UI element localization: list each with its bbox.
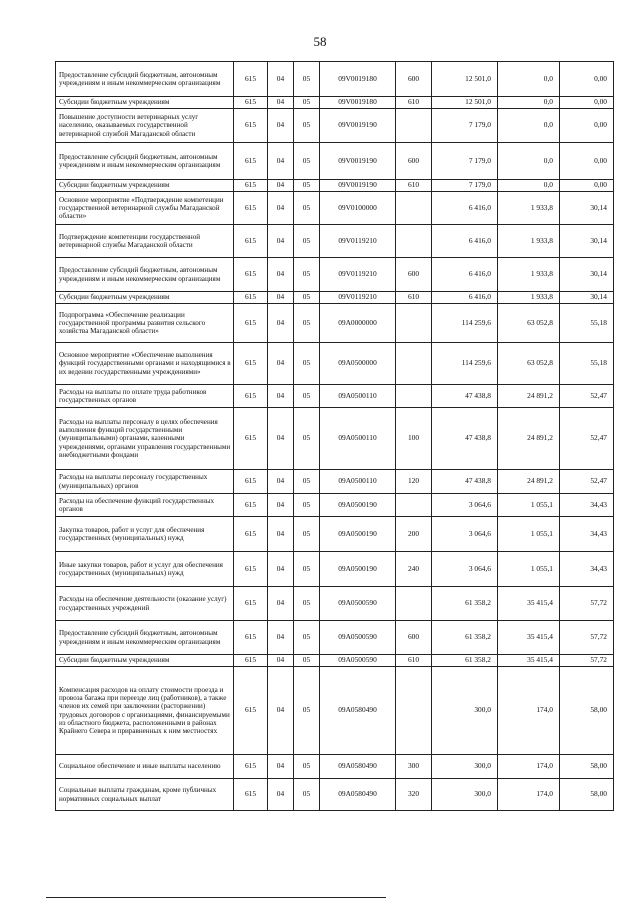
cell-section: 04 [268,97,294,109]
cell-executed: 24 891,2 [498,385,560,408]
cell-ved: 615 [234,109,268,143]
cell-expense-type: 610 [396,180,432,192]
cell-ved: 615 [234,343,268,385]
row-name: Основное мероприятие «Подтверждение компетенции государственной ветеринарной службы Магаданской области» [56,192,234,225]
cell-target-article: 09V0019180 [320,62,396,97]
cell-expense-type: 240 [396,552,432,587]
row-name: Закупка товаров, работ и услуг для обеспечения государственных (муниципальных) нужд [56,517,234,552]
cell-subsection: 05 [294,494,320,517]
cell-subsection: 05 [294,97,320,109]
cell-target-article: 09A0500110 [320,470,396,494]
cell-planned: 6 416,0 [432,192,498,225]
cell-ved: 615 [234,292,268,304]
page-bottom-rule [46,897,386,898]
row-name: Расходы на обеспечение функций государственных органов [56,494,234,517]
cell-planned: 6 416,0 [432,292,498,304]
cell-planned: 47 438,8 [432,408,498,470]
cell-target-article: 09A0580490 [320,667,396,755]
table-row [56,552,614,587]
cell-subsection: 05 [294,621,320,655]
cell-subsection: 05 [294,292,320,304]
cell-subsection: 05 [294,258,320,292]
row-name: Расходы на обеспечение деятельности (оказание услуг) государственных учреждений [56,587,234,621]
cell-planned: 300,0 [432,755,498,779]
row-name: Субсидии бюджетным учреждениям [56,97,234,109]
cell-executed: 1 055,1 [498,517,560,552]
cell-percent: 58,00 [560,667,614,755]
cell-percent: 52,47 [560,385,614,408]
cell-percent: 30,14 [560,225,614,258]
cell-planned: 47 438,8 [432,470,498,494]
cell-percent: 52,47 [560,470,614,494]
cell-ved: 615 [234,470,268,494]
cell-planned: 6 416,0 [432,225,498,258]
cell-percent: 0,00 [560,62,614,97]
cell-planned: 61 358,2 [432,655,498,667]
cell-planned: 7 179,0 [432,143,498,180]
cell-executed: 0,0 [498,180,560,192]
cell-planned: 300,0 [432,779,498,811]
table-row [56,517,614,552]
cell-ved: 615 [234,225,268,258]
cell-planned: 3 064,6 [432,517,498,552]
cell-subsection: 05 [294,343,320,385]
cell-executed: 1 933,8 [498,258,560,292]
row-name: Предоставление субсидий бюджетным, автономным учреждениям и иным некоммерческим организациям [56,621,234,655]
cell-subsection: 05 [294,552,320,587]
table-row [56,292,614,304]
cell-expense-type: 120 [396,470,432,494]
cell-target-article: 09V0019190 [320,143,396,180]
cell-percent: 34,43 [560,552,614,587]
cell-planned: 7 179,0 [432,109,498,143]
cell-percent: 55,18 [560,304,614,343]
cell-target-article: 09A0500590 [320,655,396,667]
table-row [56,62,614,97]
cell-target-article: 09A0500190 [320,552,396,587]
cell-percent: 57,72 [560,587,614,621]
cell-executed: 35 415,4 [498,587,560,621]
cell-executed: 0,0 [498,143,560,180]
table-row [56,192,614,225]
cell-section: 04 [268,292,294,304]
cell-ved: 615 [234,143,268,180]
cell-section: 04 [268,192,294,225]
table-row [56,470,614,494]
cell-ved: 615 [234,755,268,779]
table-row [56,408,614,470]
cell-planned: 61 358,2 [432,587,498,621]
cell-ved: 615 [234,304,268,343]
cell-executed: 0,0 [498,97,560,109]
cell-target-article: 09V0119210 [320,225,396,258]
row-name: Предоставление субсидий бюджетным, автономным учреждениям и иным некоммерческим организациям [56,258,234,292]
cell-target-article: 09A0500190 [320,517,396,552]
table-row [56,109,614,143]
table-row [56,587,614,621]
row-name: Основное мероприятие «Обеспечение выполнения функций государственными органами и находящимися в их ведении государственными учреждениями» [56,343,234,385]
cell-section: 04 [268,755,294,779]
cell-subsection: 05 [294,62,320,97]
cell-executed: 63 052,8 [498,343,560,385]
cell-target-article: 09A0500590 [320,621,396,655]
cell-subsection: 05 [294,225,320,258]
table-row [56,779,614,811]
cell-subsection: 05 [294,655,320,667]
cell-percent: 55,18 [560,343,614,385]
table-row [56,97,614,109]
table-row [56,667,614,755]
cell-expense-type: 610 [396,292,432,304]
cell-target-article: 09V0019190 [320,109,396,143]
cell-target-article: 09A0500110 [320,408,396,470]
cell-ved: 615 [234,192,268,225]
cell-target-article: 09A0580490 [320,755,396,779]
cell-planned: 6 416,0 [432,258,498,292]
row-name: Предоставление субсидий бюджетным, автономным учреждениям и иным некоммерческим организациям [56,143,234,180]
cell-executed: 174,0 [498,779,560,811]
cell-executed: 1 933,8 [498,192,560,225]
cell-percent: 57,72 [560,621,614,655]
cell-target-article: 09A0500110 [320,385,396,408]
cell-expense-type: 200 [396,517,432,552]
cell-subsection: 05 [294,109,320,143]
row-name: Повышение доступности ветеринарных услуг населению, оказываемых государственной ветеринарной службой Магаданской области [56,109,234,143]
cell-ved: 615 [234,667,268,755]
cell-executed: 35 415,4 [498,621,560,655]
cell-executed: 1 933,8 [498,225,560,258]
cell-executed: 1 055,1 [498,494,560,517]
cell-planned: 3 064,6 [432,494,498,517]
cell-percent: 57,72 [560,655,614,667]
cell-planned: 47 438,8 [432,385,498,408]
cell-subsection: 05 [294,755,320,779]
cell-target-article: 09V0119210 [320,258,396,292]
row-name: Подпрограмма «Обеспечение реализации государственной программы развития сельского хозяйства Магаданской области» [56,304,234,343]
cell-subsection: 05 [294,470,320,494]
cell-expense-type: 300 [396,755,432,779]
row-name: Иные закупки товаров, работ и услуг для обеспечения государственных (муниципальных) нужд [56,552,234,587]
cell-section: 04 [268,343,294,385]
cell-section: 04 [268,143,294,180]
cell-percent: 30,14 [560,192,614,225]
budget-table-body [56,62,614,811]
cell-executed: 0,0 [498,62,560,97]
cell-ved: 615 [234,621,268,655]
row-name: Субсидии бюджетным учреждениям [56,180,234,192]
cell-ved: 615 [234,385,268,408]
cell-percent: 52,47 [560,408,614,470]
cell-expense-type: 600 [396,62,432,97]
cell-subsection: 05 [294,180,320,192]
cell-expense-type [396,667,432,755]
page-number: 58 [313,34,327,49]
cell-planned: 12 501,0 [432,62,498,97]
cell-percent: 0,00 [560,143,614,180]
cell-ved: 615 [234,258,268,292]
cell-expense-type [396,225,432,258]
cell-subsection: 05 [294,587,320,621]
row-name: Подтверждение компетенции государственной ветеринарной службы Магаданской области [56,225,234,258]
cell-ved: 615 [234,408,268,470]
cell-section: 04 [268,517,294,552]
cell-expense-type: 610 [396,97,432,109]
cell-subsection: 05 [294,304,320,343]
cell-expense-type [396,109,432,143]
table-row [56,258,614,292]
cell-executed: 174,0 [498,755,560,779]
cell-percent: 0,00 [560,109,614,143]
cell-section: 04 [268,62,294,97]
table-row [56,343,614,385]
cell-subsection: 05 [294,385,320,408]
row-name: Предоставление субсидий бюджетным, автономным учреждениям и иным некоммерческим организациям [56,62,234,97]
table-row [56,385,614,408]
cell-ved: 615 [234,779,268,811]
row-name: Расходы на выплаты персоналу государственных (муниципальных) органов [56,470,234,494]
table-row [56,494,614,517]
cell-executed: 35 415,4 [498,655,560,667]
cell-expense-type [396,587,432,621]
row-name: Социальные выплаты гражданам, кроме публичных нормативных социальных выплат [56,779,234,811]
cell-percent: 30,14 [560,292,614,304]
cell-section: 04 [268,667,294,755]
cell-expense-type [396,494,432,517]
cell-target-article: 09A0580490 [320,779,396,811]
cell-executed: 24 891,2 [498,408,560,470]
cell-expense-type: 100 [396,408,432,470]
row-name: Расходы на выплаты персоналу в целях обеспечения выполнения функций государственными (муниципальными) органами, казенными учреждениями, органами управления государственными внебюджетными фондами [56,408,234,470]
cell-subsection: 05 [294,408,320,470]
cell-ved: 615 [234,552,268,587]
cell-percent: 0,00 [560,180,614,192]
cell-planned: 3 064,6 [432,552,498,587]
cell-ved: 615 [234,494,268,517]
row-name: Субсидии бюджетным учреждениям [56,292,234,304]
cell-ved: 615 [234,587,268,621]
cell-percent: 58,00 [560,779,614,811]
cell-expense-type: 600 [396,143,432,180]
cell-executed: 1 933,8 [498,292,560,304]
cell-subsection: 05 [294,517,320,552]
cell-executed: 1 055,1 [498,552,560,587]
cell-expense-type [396,192,432,225]
cell-percent: 34,43 [560,517,614,552]
cell-expense-type [396,385,432,408]
cell-planned: 7 179,0 [432,180,498,192]
cell-section: 04 [268,494,294,517]
cell-target-article: 09A0000000 [320,304,396,343]
cell-section: 04 [268,470,294,494]
table-row [56,655,614,667]
cell-target-article: 09V0019180 [320,97,396,109]
cell-section: 04 [268,779,294,811]
cell-ved: 615 [234,180,268,192]
cell-expense-type: 610 [396,655,432,667]
cell-executed: 0,0 [498,109,560,143]
cell-ved: 615 [234,62,268,97]
cell-section: 04 [268,408,294,470]
cell-ved: 615 [234,655,268,667]
cell-planned: 12 501,0 [432,97,498,109]
cell-target-article: 09A0500190 [320,494,396,517]
table-row [56,304,614,343]
cell-section: 04 [268,385,294,408]
table-row [56,225,614,258]
cell-target-article: 09A0500000 [320,343,396,385]
cell-subsection: 05 [294,667,320,755]
cell-expense-type: 600 [396,258,432,292]
cell-section: 04 [268,621,294,655]
cell-executed: 63 052,8 [498,304,560,343]
cell-target-article: 09V0100000 [320,192,396,225]
cell-target-article: 09V0019190 [320,180,396,192]
cell-percent: 58,00 [560,755,614,779]
cell-section: 04 [268,552,294,587]
cell-ved: 615 [234,97,268,109]
cell-section: 04 [268,304,294,343]
cell-expense-type [396,343,432,385]
table-row [56,621,614,655]
row-name: Социальное обеспечение и иные выплаты населению [56,755,234,779]
table-row [56,143,614,180]
cell-section: 04 [268,180,294,192]
cell-section: 04 [268,109,294,143]
cell-executed: 24 891,2 [498,470,560,494]
cell-subsection: 05 [294,779,320,811]
cell-ved: 615 [234,517,268,552]
cell-subsection: 05 [294,192,320,225]
cell-planned: 300,0 [432,667,498,755]
cell-section: 04 [268,258,294,292]
budget-table [55,61,614,811]
cell-section: 04 [268,587,294,621]
row-name: Субсидии бюджетным учреждениям [56,655,234,667]
cell-section: 04 [268,225,294,258]
cell-percent: 34,43 [560,494,614,517]
cell-expense-type: 320 [396,779,432,811]
cell-target-article: 09V0119210 [320,292,396,304]
cell-executed: 174,0 [498,667,560,755]
row-name: Компенсация расходов на оплату стоимости проезда и провоза багажа при переезде лиц (работников), а также членов их семей при заключении (расторжении) трудовых договоров с организациями, финансируемыми из областного бюджета, расположенными в районах Крайнего Севера и приравненных к ним местностях [56,667,234,755]
cell-target-article: 09A0500590 [320,587,396,621]
cell-planned: 61 358,2 [432,621,498,655]
cell-expense-type [396,304,432,343]
cell-percent: 30,14 [560,258,614,292]
table-row [56,755,614,779]
cell-expense-type: 600 [396,621,432,655]
table-row [56,180,614,192]
cell-planned: 114 259,6 [432,343,498,385]
cell-planned: 114 259,6 [432,304,498,343]
cell-section: 04 [268,655,294,667]
cell-percent: 0,00 [560,97,614,109]
cell-subsection: 05 [294,143,320,180]
row-name: Расходы на выплаты по оплате труда работников государственных органов [56,385,234,408]
